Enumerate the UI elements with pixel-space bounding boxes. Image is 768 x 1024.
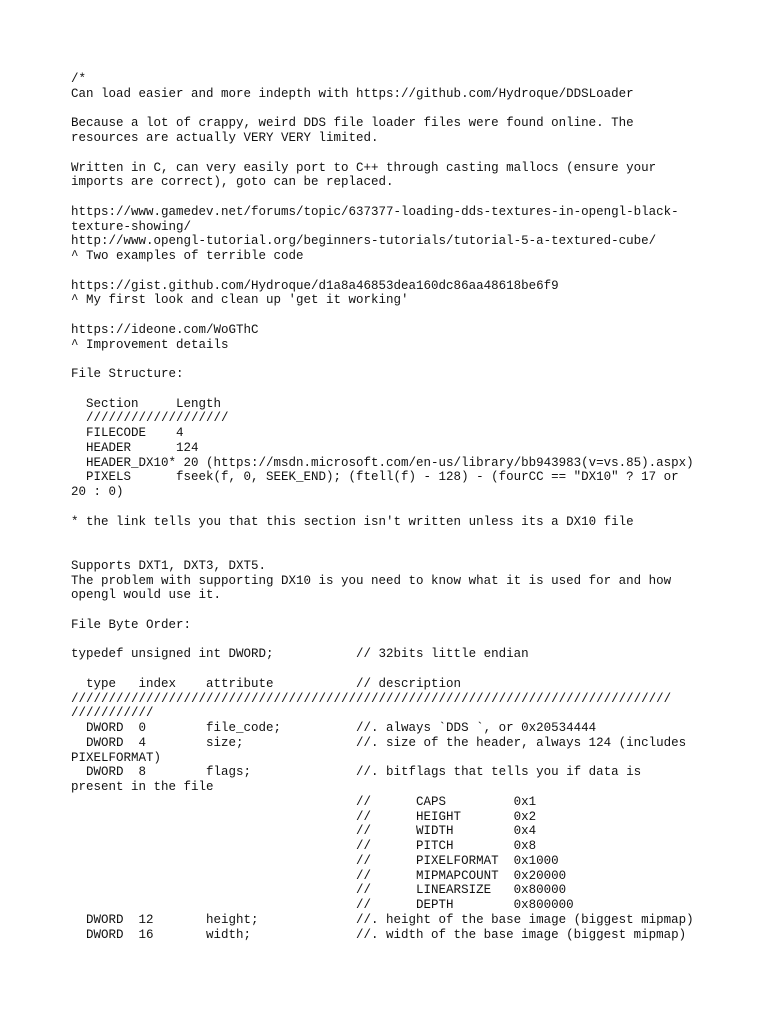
document-body-text: /* Can load easier and more indepth with https://github.com/Hydroque/DDSLoader Because a lot of crappy, weird DDS file loader files were found online. The resources are actually VERY VERY limited. Written in C, can very easily port to C++ through casting mallocs (ensure your imports are correct), goto can be replaced. https://www.gamedev.net/forums/topic/637377-loading-dds-textures-in-opengl-black- texture-showing/ http://www.opengl-tutorial.org/beginners-tutorials/tutorial-5-a-textured-cube/ ^ Two examples of terrible code https://gist.github.com/Hydroque/d1a8a46853dea160dc86aa48618be6f9 ^ My first look and clean up 'get it working' https://ideone.com/WoGThC ^ Improvement details File Structure: Section Length /////////////////// FILECODE 4 HEADER 124 HEADER_DX10* 20 (https://msdn.microsoft.com/en-us/library/bb943983(v=vs.85).aspx) PIXELS fseek(f, 0, SEEK_END); (ftell(f) - 128) - (fourCC == "DX10" ? 17 or 20 : 0) * the link tells you that this section isn't written unless its a DX10 file Supports DXT1, DXT3, DXT5. The problem with supporting DX10 is you need to know what it is used for and how opengl would use it. File Byte Order: typedef unsigned int DWORD; // 32bits little endian type index attribute // description //////////////////////////////////////////////////////////////////////////////// /////////// DWORD 0 file_code; //. always `DDS `, or 0x20534444 DWORD 4 size; //. size of the header, always 124 (includes PIXELFORMAT) DWORD 8 flags; //. bitflags that tells you if data is present in the file // CAPS 0x1 // HEIGHT 0x2 // WIDTH 0x4 // PITCH 0x8 // PIXELFORMAT 0x1000 // MIPMAPCOUNT 0x20000 // LINEARSIZE 0x80000 // DEPTH 0x800000 DWORD 12 height; //. height of the base image (biggest mipmap) DWORD 16 width; //. width of the base image (biggest mipmap) (71, 72, 694, 942)
